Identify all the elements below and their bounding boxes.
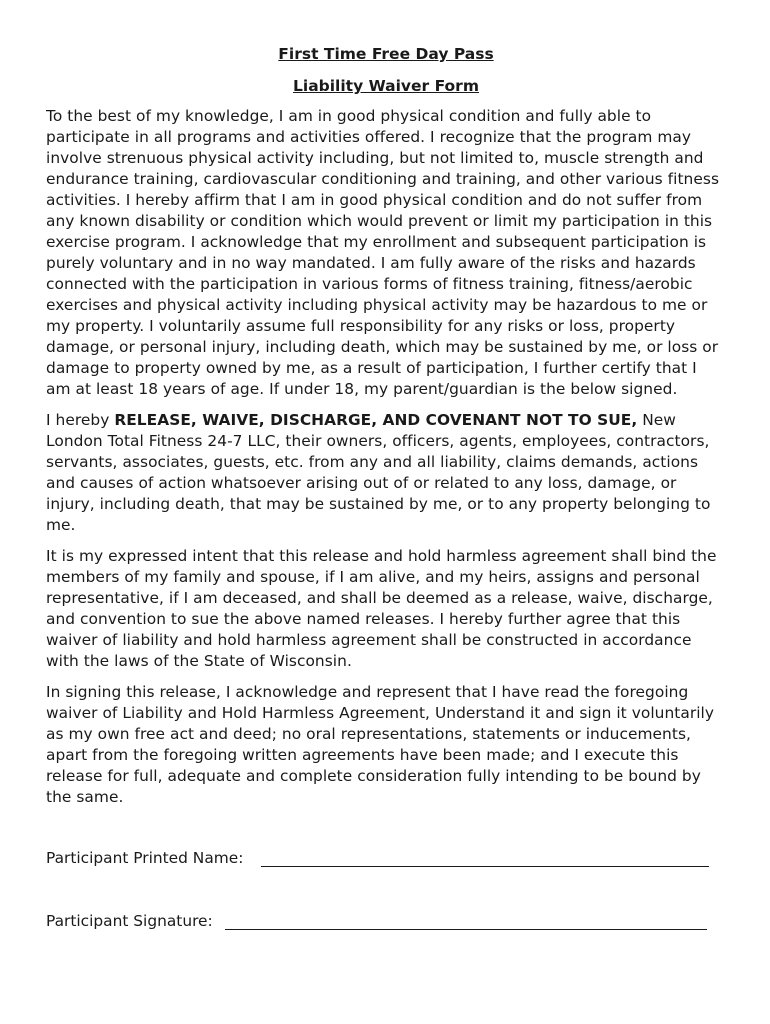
- waiver-document: [46, 44, 726, 818]
- release-lead-text: I hereby: [46, 411, 115, 429]
- signature-row: [46, 911, 707, 930]
- printed-name-label: Participant Printed Name:: [46, 849, 244, 867]
- document-title: First Time Free Day Pass: [278, 45, 494, 63]
- paragraph-acknowledgement: In signing this release, I acknowledge and represent that I have read the foregoing waiver of Liability and Hold Harmless Agreement, Understand it and sign it voluntarily as my own free act and deed; no oral representations, statements or inducements, apart from the foregoing written agreements have been made; and I execute this release for full, adequate and complete consideration fully intending to be bound by the same.: [46, 683, 715, 806]
- printed-name-field[interactable]: [261, 848, 709, 867]
- printed-name-row: [46, 848, 709, 867]
- paragraph-release: [46, 410, 726, 536]
- release-rest-text: New London Total Fitness 24-7 LLC, their owners, officers, agents, employees, contractors, servants, associates, guests, etc. from any and all liability, claims demands, actions and causes of action whatsoever arising out of or related to any loss, damage, or injury, including death, that may be sustained by me, or to any property belonging to me.: [46, 411, 711, 534]
- signature-label: Participant Signature:: [46, 912, 213, 930]
- signature-field[interactable]: [225, 911, 707, 930]
- release-bold-text: RELEASE, WAIVE, DISCHARGE, AND COVENANT NOT TO SUE,: [114, 411, 638, 429]
- paragraph-intent: It is my expressed intent that this release and hold harmless agreement shall bind the members of my family and spouse, if I am alive, and my heirs, assigns and personal representative, if I am deceased, and shall be deemed as a release, waive, discharge, and convention to sue the above named releases. I hereby further agree that this waiver of liability and hold harmless agreement shall be constructed in accordance with the laws of the State of Wisconsin.: [46, 547, 717, 670]
- paragraph-health-declaration: To the best of my knowledge, I am in good physical condition and fully able to participate in all programs and activities offered. I recognize that the program may involve strenuous physical activity including, but not limited to, muscle strength and endurance training, cardiovascular conditioning and training, and other various fitness activities. I hereby affirm that I am in good physical condition and do not suffer from any known disability or condition which would prevent or limit my participation in this exercise program. I acknowledge that my enrollment and subsequent participation is purely voluntary and in no way mandated. I am fully aware of the risks and hazards connected with the participation in various forms of fitness training, fitness/aerobic exercises and physical activity including physical activity may be hazardous to me or my property. I voluntarily assume full responsibility for any risks or loss, property damage, or personal injury, including death, which may be sustained by me, or loss or damage to property owned by me, as a result of participation, I further certify that I am at least 18 years of age. If under 18, my parent/guardian is the below signed.: [46, 107, 720, 398]
- document-subtitle: Liability Waiver Form: [293, 77, 479, 95]
